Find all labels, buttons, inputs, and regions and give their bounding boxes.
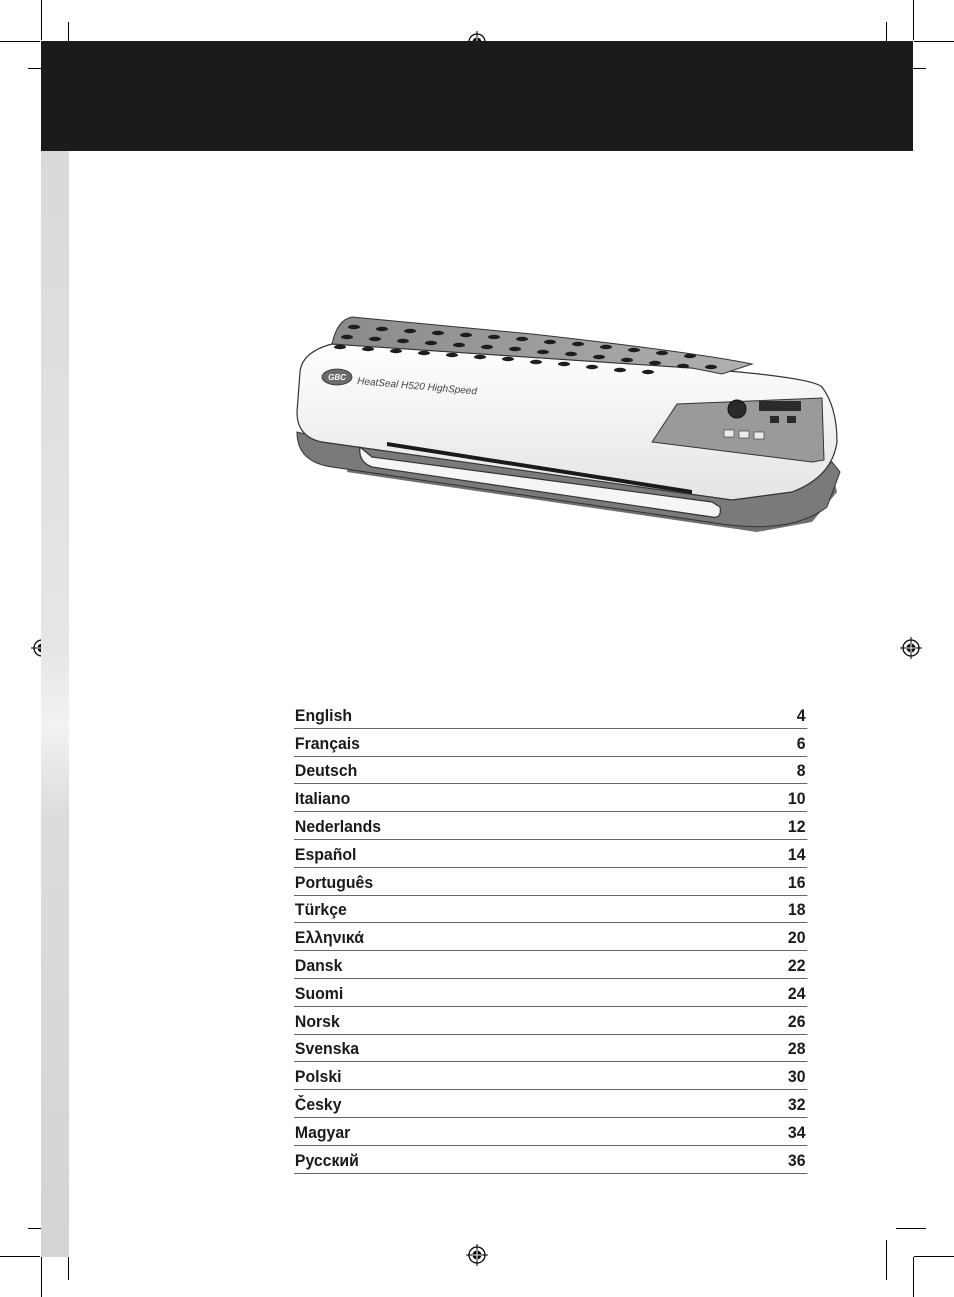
toc-row[interactable] bbox=[294, 1062, 807, 1090]
toc-row[interactable] bbox=[294, 1090, 807, 1118]
toc-language: Türkçe bbox=[294, 900, 347, 920]
toc-row[interactable] bbox=[294, 1007, 807, 1035]
registration-mark-icon bbox=[900, 637, 922, 659]
toc-language: Magyar bbox=[294, 1122, 351, 1142]
toc-page-number: 12 bbox=[787, 816, 806, 836]
brand-logo: GBC bbox=[328, 373, 346, 382]
toc-page-number: 20 bbox=[787, 928, 806, 948]
toc-language: Dansk bbox=[294, 955, 343, 975]
toc-language: Русский bbox=[294, 1150, 359, 1170]
toc-language: English bbox=[294, 705, 353, 725]
toc-row[interactable] bbox=[294, 923, 807, 951]
toc-page-number: 10 bbox=[787, 789, 806, 809]
toc-language: Ελληνικά bbox=[294, 928, 364, 948]
toc-page-number: 4 bbox=[796, 705, 806, 725]
crop-mark bbox=[913, 1257, 914, 1297]
laminator-illustration bbox=[292, 312, 854, 552]
crop-mark bbox=[886, 1240, 887, 1280]
toc-row[interactable] bbox=[294, 784, 807, 812]
toc-page-number: 32 bbox=[787, 1094, 806, 1114]
toc-language: Deutsch bbox=[294, 761, 358, 781]
crop-mark bbox=[914, 41, 954, 42]
toc-row[interactable] bbox=[294, 840, 807, 868]
crop-mark bbox=[0, 1256, 40, 1257]
crop-mark bbox=[913, 0, 914, 40]
toc-page-number: 26 bbox=[787, 1011, 806, 1031]
toc-language: Português bbox=[294, 872, 374, 892]
toc-row[interactable] bbox=[294, 868, 807, 896]
toc-row[interactable] bbox=[294, 1035, 807, 1063]
crop-mark bbox=[0, 41, 40, 42]
toc-language: Français bbox=[294, 733, 360, 753]
toc-page-number: 30 bbox=[787, 1067, 806, 1087]
toc-page-number: 8 bbox=[796, 761, 806, 781]
crop-mark bbox=[41, 1257, 42, 1297]
toc-row[interactable] bbox=[294, 729, 807, 757]
crop-mark bbox=[896, 1228, 926, 1229]
toc-row[interactable] bbox=[294, 896, 807, 924]
toc-language: Norsk bbox=[294, 1011, 340, 1031]
toc-row[interactable] bbox=[294, 979, 807, 1007]
toc-language: Česky bbox=[294, 1094, 342, 1114]
toc-language: Suomi bbox=[294, 983, 344, 1003]
toc-page-number: 14 bbox=[787, 844, 806, 864]
registration-mark-icon bbox=[466, 1244, 488, 1266]
toc-page-number: 22 bbox=[787, 955, 806, 975]
toc-row[interactable] bbox=[294, 1118, 807, 1146]
toc-row[interactable] bbox=[294, 812, 807, 840]
header-band bbox=[41, 41, 913, 151]
toc-row[interactable] bbox=[294, 701, 807, 729]
toc-page-number: 34 bbox=[787, 1122, 806, 1142]
model-name: HeatSeal H520 HighSpeed bbox=[356, 376, 478, 398]
toc-row[interactable] bbox=[294, 1146, 807, 1174]
toc-page-number: 6 bbox=[796, 733, 806, 753]
toc-language: Polski bbox=[294, 1067, 342, 1087]
toc-language: Nederlands bbox=[294, 816, 382, 836]
toc-page-number: 36 bbox=[787, 1150, 806, 1170]
toc-page-number: 18 bbox=[787, 900, 806, 920]
side-strip bbox=[41, 151, 69, 1257]
toc-language: Svenska bbox=[294, 1039, 360, 1059]
toc-page-number: 28 bbox=[787, 1039, 806, 1059]
toc-row[interactable] bbox=[294, 757, 807, 785]
toc-language: Español bbox=[294, 844, 357, 864]
toc-row[interactable] bbox=[294, 951, 807, 979]
toc-page-number: 24 bbox=[787, 983, 806, 1003]
crop-mark bbox=[41, 0, 42, 40]
table-of-contents bbox=[294, 701, 846, 1174]
toc-page-number: 16 bbox=[787, 872, 806, 892]
toc-language: Italiano bbox=[294, 789, 351, 809]
crop-mark bbox=[914, 1256, 954, 1257]
